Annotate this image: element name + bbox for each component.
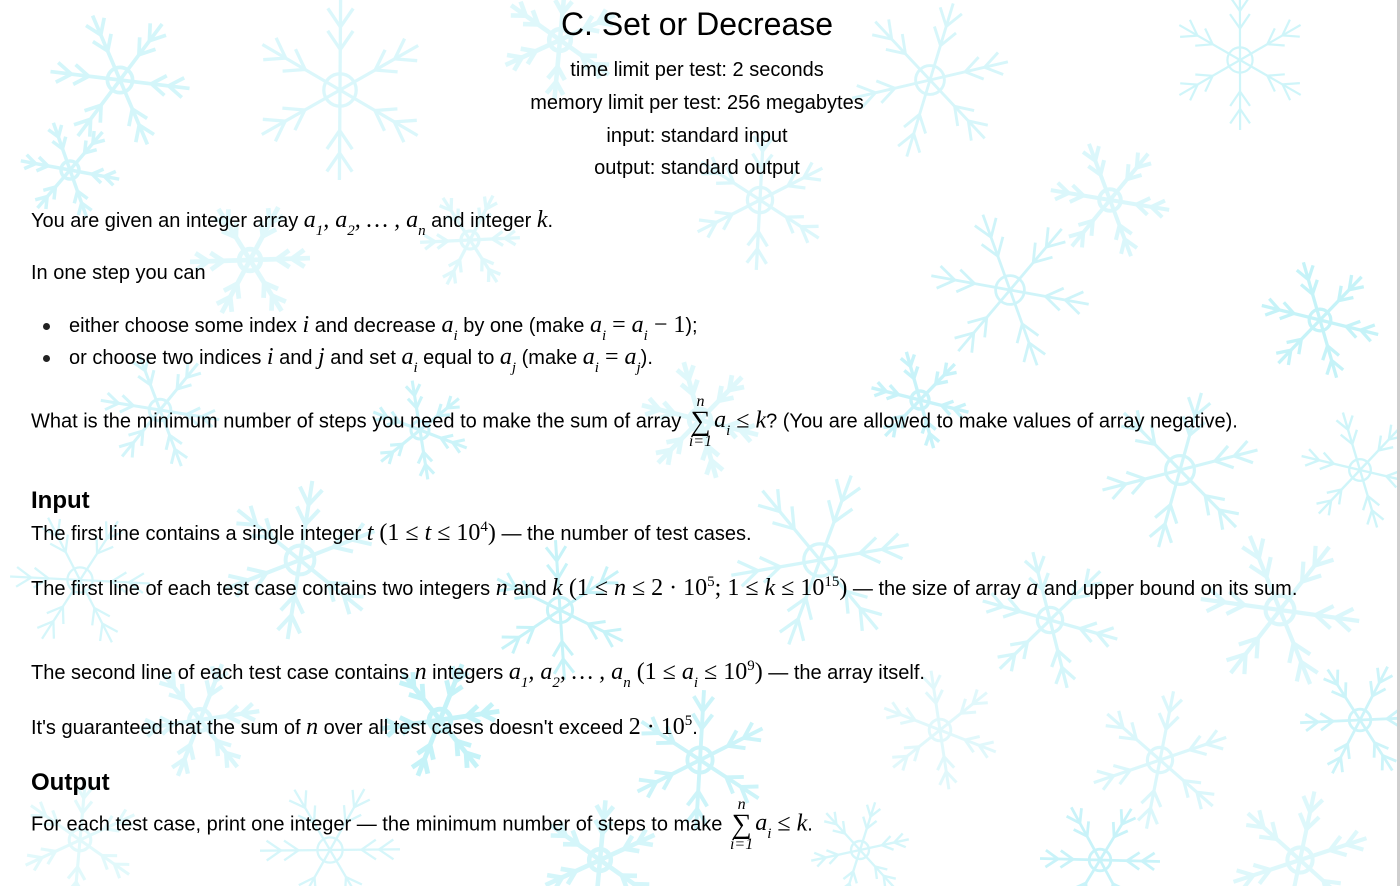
bullet-decrease: either choose some index i and decrease $a_i$ by one (make $a_i = a_i - 1$); <box>69 312 698 344</box>
question-paragraph: What is the minimum number of steps you need to make the sum of array n ∑ i=1 $a_i \le k$? (You are allowed to make values of array negative). <box>31 393 1238 450</box>
input-line-t: The first line contains a single integer t $(1 \le t \le 10^4)$ — the number of test cases. <box>31 519 752 546</box>
output-line: For each test case, print one integer — the minimum number of steps to make n ∑ i=1 $a_i \le k$. <box>31 796 813 853</box>
input-line-guarantee: It's guaranteed that the sum of n over all test cases doesn't exceed $2 \cdot 10^5$. <box>31 713 698 740</box>
input-line-nk: The first line of each test case contains two integers n and k ($1 \le n \le 2 \cdot 10^5$; $1 \le k \le 10^{15}$) — the size of array a and upper bound on its sum. <box>31 574 1298 601</box>
math-array: $a_1$, $a_2$, … , $a_n$ <box>303 207 426 239</box>
memory-limit: memory limit per test: 256 megabytes <box>530 92 864 114</box>
bullet-dot <box>43 323 50 330</box>
problem-title: C. Set or Decrease <box>560 6 834 42</box>
math-k: k <box>536 207 548 233</box>
output-heading: Output <box>31 769 110 796</box>
sum-symbol: n ∑ i=1 <box>688 393 713 450</box>
one-step-paragraph: In one step you can <box>31 262 206 284</box>
output-file: output: standard output <box>594 157 800 179</box>
input-line-array: The second line of each test case contains n integers $a_1$, $a_2$, … , $a_n$ $(1 \le a_i \le 10^9)$ — the array itself. <box>31 658 925 691</box>
bullet-set: or choose two indices i and j and set $a_i$ equal to $a_j$ (make $a_i = a_j$). <box>69 344 653 376</box>
time-limit: time limit per test: 2 seconds <box>570 59 824 81</box>
sum-symbol: n ∑ i=1 <box>729 796 754 853</box>
bullet-dot <box>43 355 50 362</box>
input-heading: Input <box>31 487 90 514</box>
intro-paragraph: You are given an integer array $a_1$, $a_2$, … , $a_n$ and integer k. <box>31 207 554 239</box>
input-file: input: standard input <box>606 125 788 147</box>
